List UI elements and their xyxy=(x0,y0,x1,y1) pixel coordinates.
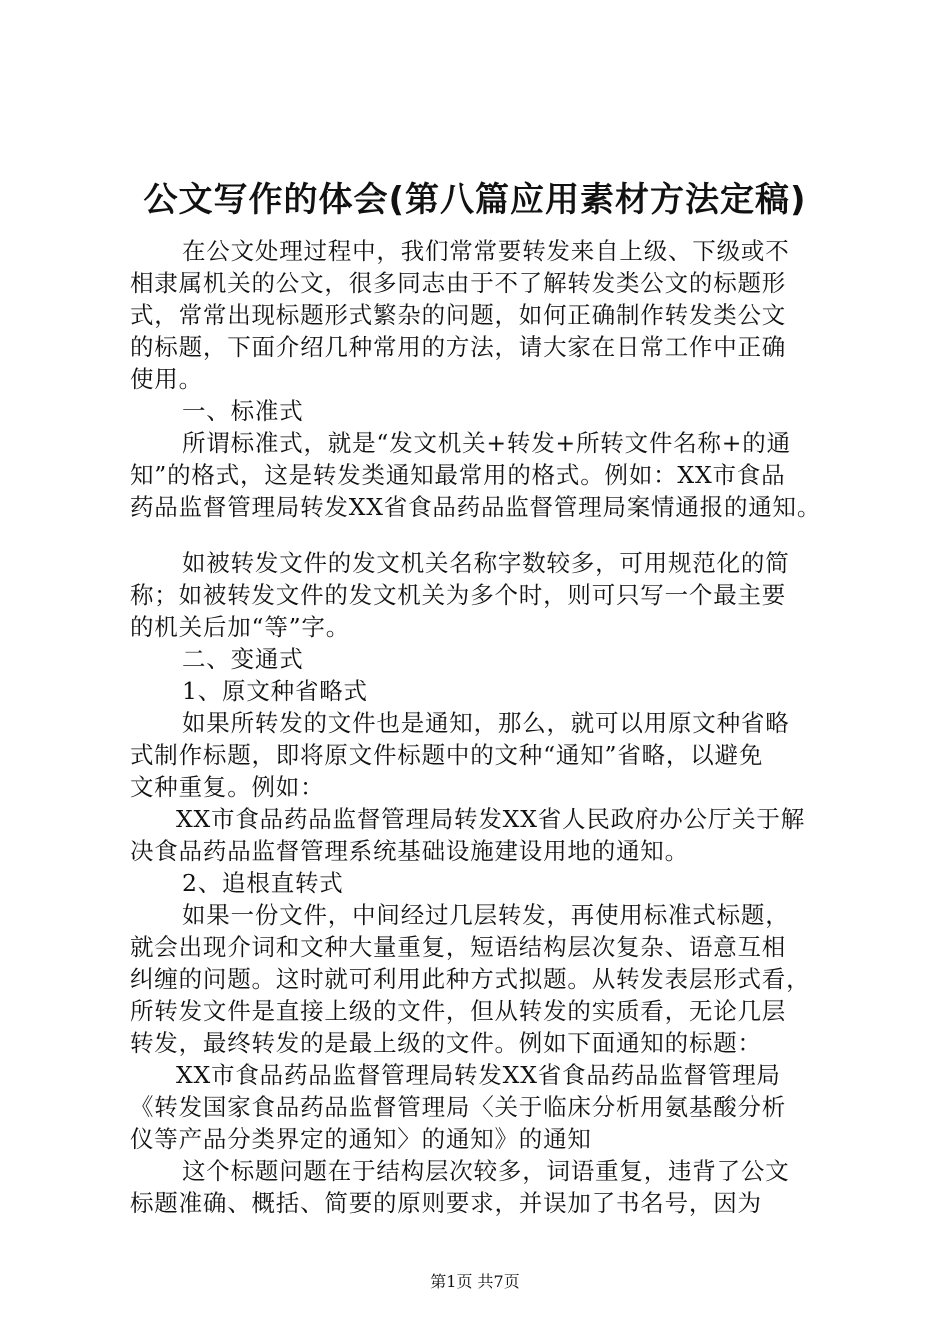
paragraph-line: 文种重复。例如： xyxy=(130,773,325,801)
document-title: 公文写作的体会(第八篇应用素材方法定稿) xyxy=(143,180,807,220)
paragraph-line: 药品监督管理局转发XX省食品药品监督管理局案情通报的通知。 xyxy=(130,493,822,521)
paragraph-line: 标题准确、概括、简要的原则要求，并误加了书名号，因为 xyxy=(130,1189,762,1217)
paragraph-line: 在公文处理过程中，我们常常要转发来自上级、下级或不 xyxy=(182,237,790,265)
example-line: XX市食品药品监督管理局转发XX省人民政府办公厅关于解 xyxy=(176,805,806,833)
example-line: 《转发国家食品药品监督管理局〈关于临床分析用氨基酸分析 xyxy=(130,1093,787,1121)
paragraph-line: 纠缠的问题。这时就可利用此种方式拟题。从转发表层形式看， xyxy=(130,965,811,993)
paragraph-gap xyxy=(130,523,830,547)
paragraph-line: 式制作标题，即将原文件标题中的文种“通知”省略，以避免 xyxy=(130,741,764,769)
paragraph-line: 知”的格式，这是转发类通知最常用的格式。例如：XX市食品 xyxy=(130,461,786,489)
paragraph-line: 的标题，下面介绍几种常用的方法，请大家在日常工作中正确 xyxy=(130,333,787,361)
section-heading: 二、变通式 xyxy=(182,645,304,673)
paragraph-line: 使用。 xyxy=(130,365,203,393)
paragraph-line: 这个标题问题在于结构层次较多，词语重复，违背了公文 xyxy=(182,1157,790,1185)
paragraph-line: 转发，最终转发的是最上级的文件。例如下面通知的标题： xyxy=(130,1029,762,1057)
paragraph-line: 就会出现介词和文种大量重复，短语结构层次复杂、语意互相 xyxy=(130,933,787,961)
paragraph-line: 如果一份文件，中间经过几层转发，再使用标准式标题， xyxy=(182,901,790,929)
document-body xyxy=(130,235,830,1219)
paragraph-line: 如果所转发的文件也是通知，那么，就可以用原文种省略 xyxy=(182,709,790,737)
paragraph-line: 称；如被转发文件的发文机关为多个时，则可只写一个最主要 xyxy=(130,581,787,609)
paragraph-line: 式，常常出现标题形式繁杂的问题，如何正确制作转发类公文 xyxy=(130,301,787,329)
paragraph-line: 所转发文件是直接上级的文件，但从转发的实质看，无论几层 xyxy=(130,997,787,1025)
paragraph-line: 的机关后加“等”字。 xyxy=(130,613,351,641)
section-heading: 一、标准式 xyxy=(182,397,304,425)
paragraph-line: 如被转发文件的发文机关名称字数较多，可用规范化的简 xyxy=(182,549,790,577)
subsection-heading: 1、原文种省略式 xyxy=(182,677,368,705)
subsection-heading: 2、追根直转式 xyxy=(182,869,344,897)
page-number: 第1页 共7页 xyxy=(430,1272,520,1291)
paragraph-line: 所谓标准式，就是“发文机关+转发+所转文件名称+的通 xyxy=(182,429,791,457)
paragraph-line: 相隶属机关的公文，很多同志由于不了解转发类公文的标题形 xyxy=(130,269,787,297)
example-line: 仪等产品分类界定的通知〉的通知》的通知 xyxy=(130,1125,592,1153)
example-line: XX市食品药品监督管理局转发XX省食品药品监督管理局 xyxy=(176,1061,781,1089)
example-line: 决食品药品监督管理系统基础设施建设用地的通知。 xyxy=(130,837,689,865)
